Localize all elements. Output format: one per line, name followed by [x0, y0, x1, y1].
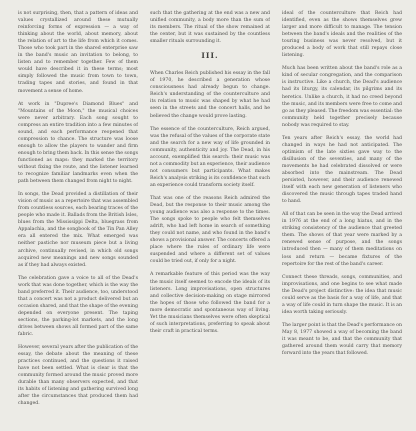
- paragraph: The larger point is that the Dead's performance on May 8, 1977 showed a way of becoming the band it was meant to be, and that the community that gathered around them would carry that memory forward into the years that followed.: [282, 322, 402, 357]
- paragraph: All of that can be seen in the way the Dead arrived in 1976 at the end of a long hiatus, and in the striking consistency of the audience that greeted them. The shows of that year were marked by a renewed sense of purpose, and the songs introduced then — many of them meditations on loss and return — became fixtures of the repertoire for the rest of the band's career.: [282, 212, 402, 267]
- left-column: [18, 10, 138, 431]
- paragraph: That was one of the reasons Reich admired the Dead, but the response to their music among the young audience was also a response to the times. The songs spoke to people who felt themselves adrift, who had left home in search of something they could not name, and who found in the band's shows a provisional answer. The concerts offered a place where the rules of ordinary life were suspended and where a different set of values could be tried out, if only for a night.: [150, 195, 270, 265]
- paragraph: In songs, the Dead provided a distillation of their vision of music as a repertoire that was assembled from countless sources, each bearing traces of the people who made it. Ballads from the British Isles, blues from the Mississippi Delta, bluegrass from Appalachia, and the songbook of the Tin Pan Alley era all entered the mix. What emerged was neither pastiche nor museum piece but a living archive, continually revised, in which old songs acquired new meanings and new songs sounded as if they had always existed.: [18, 192, 138, 268]
- paragraph: Much has been written about the band's role as a kind of secular congregation, and the comparison is instructive. Like a church, the Dead's audience had its liturgy, its calendar, its pilgrims and its heretics. Unlike a church, it had no creed beyond the music, and its members were free to come and go as they pleased. The freedom was essential: the community held together precisely because nobody was required to stay.: [282, 66, 402, 128]
- paragraph: When Charles Reich published his essay in the fall of 1970, he described a generation whose consciousness had already begun to change. Reich's understanding of the counterculture and its relation to music was shaped by what he had seen in the streets and the concert halls, and he believed the change would prove lasting.: [150, 71, 270, 119]
- paragraph: A remarkable feature of this period was the way the music itself seemed to encode the ideals of its listeners. Long improvisations, open structures and collective decision-making on stage mirrored the hopes of those who followed the band for a more democratic and spontaneous way of living. Yet the musicians themselves were often skeptical of such interpretations, preferring to speak about their craft in practical terms.: [150, 272, 270, 334]
- paragraph: At work in "Dupree's Diamond Blues" and "Mountains of the Moon," the musical choices were never arbitrary. Each song sought to compress an entire tradition into a few minutes of sound, and each performance reopened that compression to chance. The structure was loose enough to allow the players to wander and firm enough to bring them back. In this sense the songs functioned as maps: they marked the territory without fixing the route, and the listener learned to recognize familiar landmarks even when the path between them changed from night to night.: [18, 101, 138, 185]
- paragraph: is not surprising, then, that a pattern of ideas and values crystallized around these mutually reinforcing forms of expression — a way of thinking about the world, about memory, about the relation of art to the life from which it comes. Those who took part in the shared enterprise saw in the band's music an invitation to belong, to listen and to remember together. Few of them would have described it in these terms; most simply followed the music from town to town, trading tapes and stories, and found in that movement a sense of home.: [18, 11, 138, 94]
- paragraph: The celebration gave a voice to all of the Dead's work that was done together, which is the way the band preferred it. Their audience, too, understood that a concert was not a product delivered but an occasion shared, and that the shape of the evening depended on everyone present. The taping sections, the parking-lot markets, and the long drives between shows all formed part of the same fabric.: [18, 275, 138, 338]
- paragraph: Ten years after Reich's essay, the world had changed in ways he had not anticipated. The optimism of the late sixties gave way to the disillusion of the seventies, and many of the movements he had celebrated dissolved or were absorbed into the mainstream. The Dead persisted, however, and their audience renewed itself with each new generation of listeners who discovered the music through tapes traded hand to hand.: [282, 135, 402, 205]
- paragraph: However, several years after the publication of the essay, the debate about the meaning of these practices continued, and the questions it raised have not been settled. What is clear is that the community formed around the music proved more durable than many observers expected, and that its habits of listening and gathering survived long after the circumstances that produced them had changed.: [18, 345, 138, 407]
- paragraph: The essence of the counterculture, Reich argued, was the refusal of the values of the corporate state and the search for a new way of life grounded in community, authenticity and joy. The Dead, in his account, exemplified this search: their music was not a commodity but an experience, their audience not consumers but participants. What makes Reich's analysis striking is its confidence that such an experience could transform society itself.: [150, 126, 270, 188]
- right-column: [282, 10, 402, 431]
- paragraph: ideal of the counterculture that Reich had identified, even as the shows themselves grew larger and more difficult to manage. The tension between the band's ideals and the realities of the touring business was never resolved, but it produced a body of work that still repays close listening.: [282, 11, 402, 59]
- section-heading: III.: [201, 51, 219, 61]
- paragraph: Connect these threads, songs, communities, and improvisations, and one begins to see what made the Dead's project distinctive: the idea that music could serve as the basis for a way of life, and that a way of life could in turn shape the music. It is an idea worth taking seriously.: [282, 274, 402, 315]
- paragraph: such that the gathering at the end was a new and unified community, a body more than the sum of its members. The ritual of the show remained at the center, but it was sustained by the countless smaller rituals surrounding it.: [150, 11, 270, 45]
- middle-column: [150, 10, 270, 431]
